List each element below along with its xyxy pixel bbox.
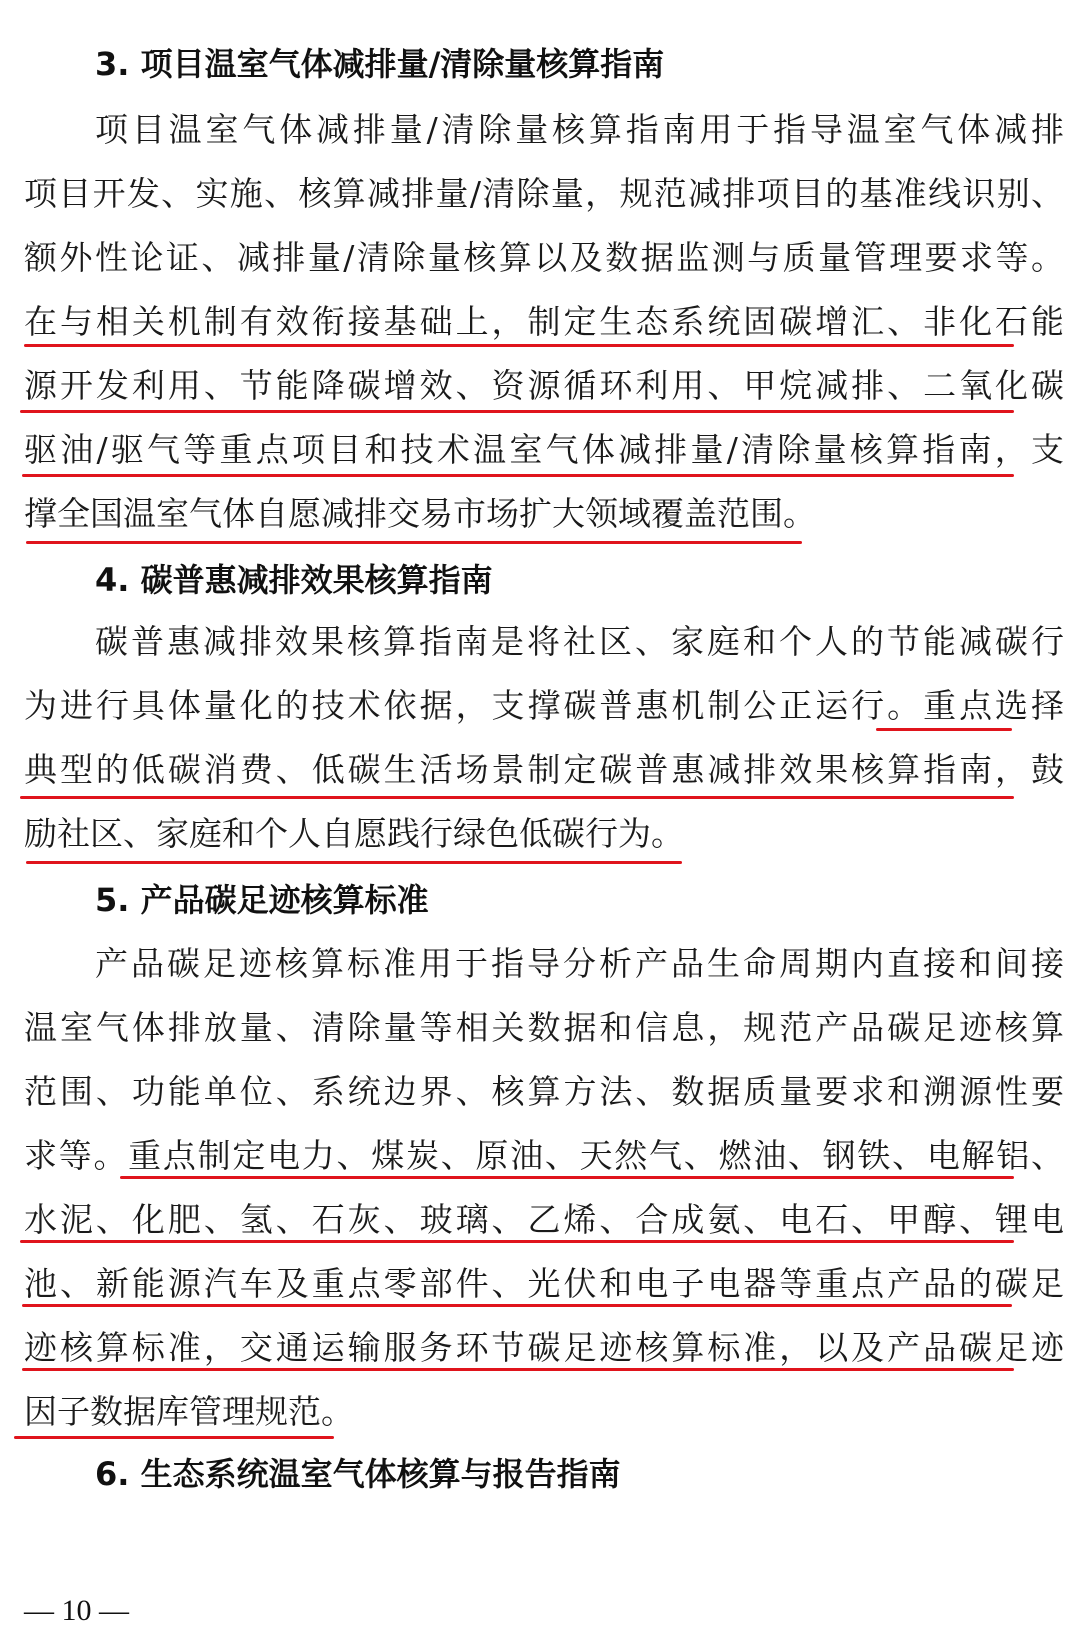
paragraph-line: 池、新能源汽车及重点零部件、光伏和电子电器等重点产品的碳足 xyxy=(24,1264,1064,1303)
red-underline xyxy=(20,796,1014,799)
red-underline xyxy=(20,410,1014,413)
paragraph-line: 求等。重点制定电力、煤炭、原油、天然气、燃油、钢铁、电解铝、 xyxy=(24,1136,1064,1175)
red-underline xyxy=(120,1176,1014,1179)
red-underline xyxy=(876,728,1012,731)
section-6-heading: 6. 生态系统温室气体核算与报告指南 xyxy=(95,1455,621,1493)
paragraph-line: 项目开发、实施、核算减排量/清除量，规范减排项目的基准线识别、 xyxy=(24,174,1064,213)
paragraph-line: 典型的低碳消费、低碳生活场景制定碳普惠减排效果核算指南，鼓 xyxy=(24,750,1064,789)
paragraph-line: 额外性论证、减排量/清除量核算以及数据监测与质量管理要求等。 xyxy=(24,238,1064,277)
red-underline xyxy=(22,474,1014,477)
red-underline xyxy=(26,861,682,864)
paragraph-line: 温室气体排放量、清除量等相关数据和信息，规范产品碳足迹核算 xyxy=(24,1008,1064,1047)
red-underline xyxy=(24,344,1014,347)
section-3-heading: 3. 项目温室气体减排量/清除量核算指南 xyxy=(95,45,665,83)
red-underline xyxy=(26,541,802,544)
paragraph-line: 碳普惠减排效果核算指南是将社区、家庭和个人的节能减碳行 xyxy=(95,622,1064,661)
paragraph-line: 因子数据库管理规范。 xyxy=(24,1392,354,1431)
paragraph-line: 源开发利用、节能降碳增效、资源循环利用、甲烷减排、二氧化碳 xyxy=(24,366,1064,405)
paragraph-line: 励社区、家庭和个人自愿践行绿色低碳行为。 xyxy=(24,814,684,853)
paragraph-line: 迹核算标准，交通运输服务环节碳足迹核算标准，以及产品碳足迹 xyxy=(24,1328,1064,1367)
red-underline xyxy=(22,1368,1014,1371)
section-4-heading: 4. 碳普惠减排效果核算指南 xyxy=(95,561,493,599)
red-underline xyxy=(20,1240,1014,1243)
paragraph-line: 产品碳足迹核算标准用于指导分析产品生命周期内直接和间接 xyxy=(95,944,1064,983)
paragraph-line: 范围、功能单位、系统边界、核算方法、数据质量要求和溯源性要 xyxy=(24,1072,1064,1111)
paragraph-line: 项目温室气体减排量/清除量核算指南用于指导温室气体减排 xyxy=(95,110,1064,149)
page-number: — 10 — xyxy=(24,1594,129,1627)
red-underline xyxy=(14,1436,334,1439)
paragraph-line: 在与相关机制有效衔接基础上，制定生态系统固碳增汇、非化石能 xyxy=(24,302,1064,341)
section-5-heading: 5. 产品碳足迹核算标准 xyxy=(95,881,429,919)
paragraph-line: 撑全国温室气体自愿减排交易市场扩大领域覆盖范围。 xyxy=(24,494,816,533)
paragraph-line: 水泥、化肥、氢、石灰、玻璃、乙烯、合成氨、电石、甲醇、锂电 xyxy=(24,1200,1064,1239)
paragraph-line: 驱油/驱气等重点项目和技术温室气体减排量/清除量核算指南，支 xyxy=(24,430,1064,469)
red-underline xyxy=(22,1304,1012,1307)
paragraph-line: 为进行具体量化的技术依据，支撑碳普惠机制公正运行。重点选择 xyxy=(24,686,1064,725)
